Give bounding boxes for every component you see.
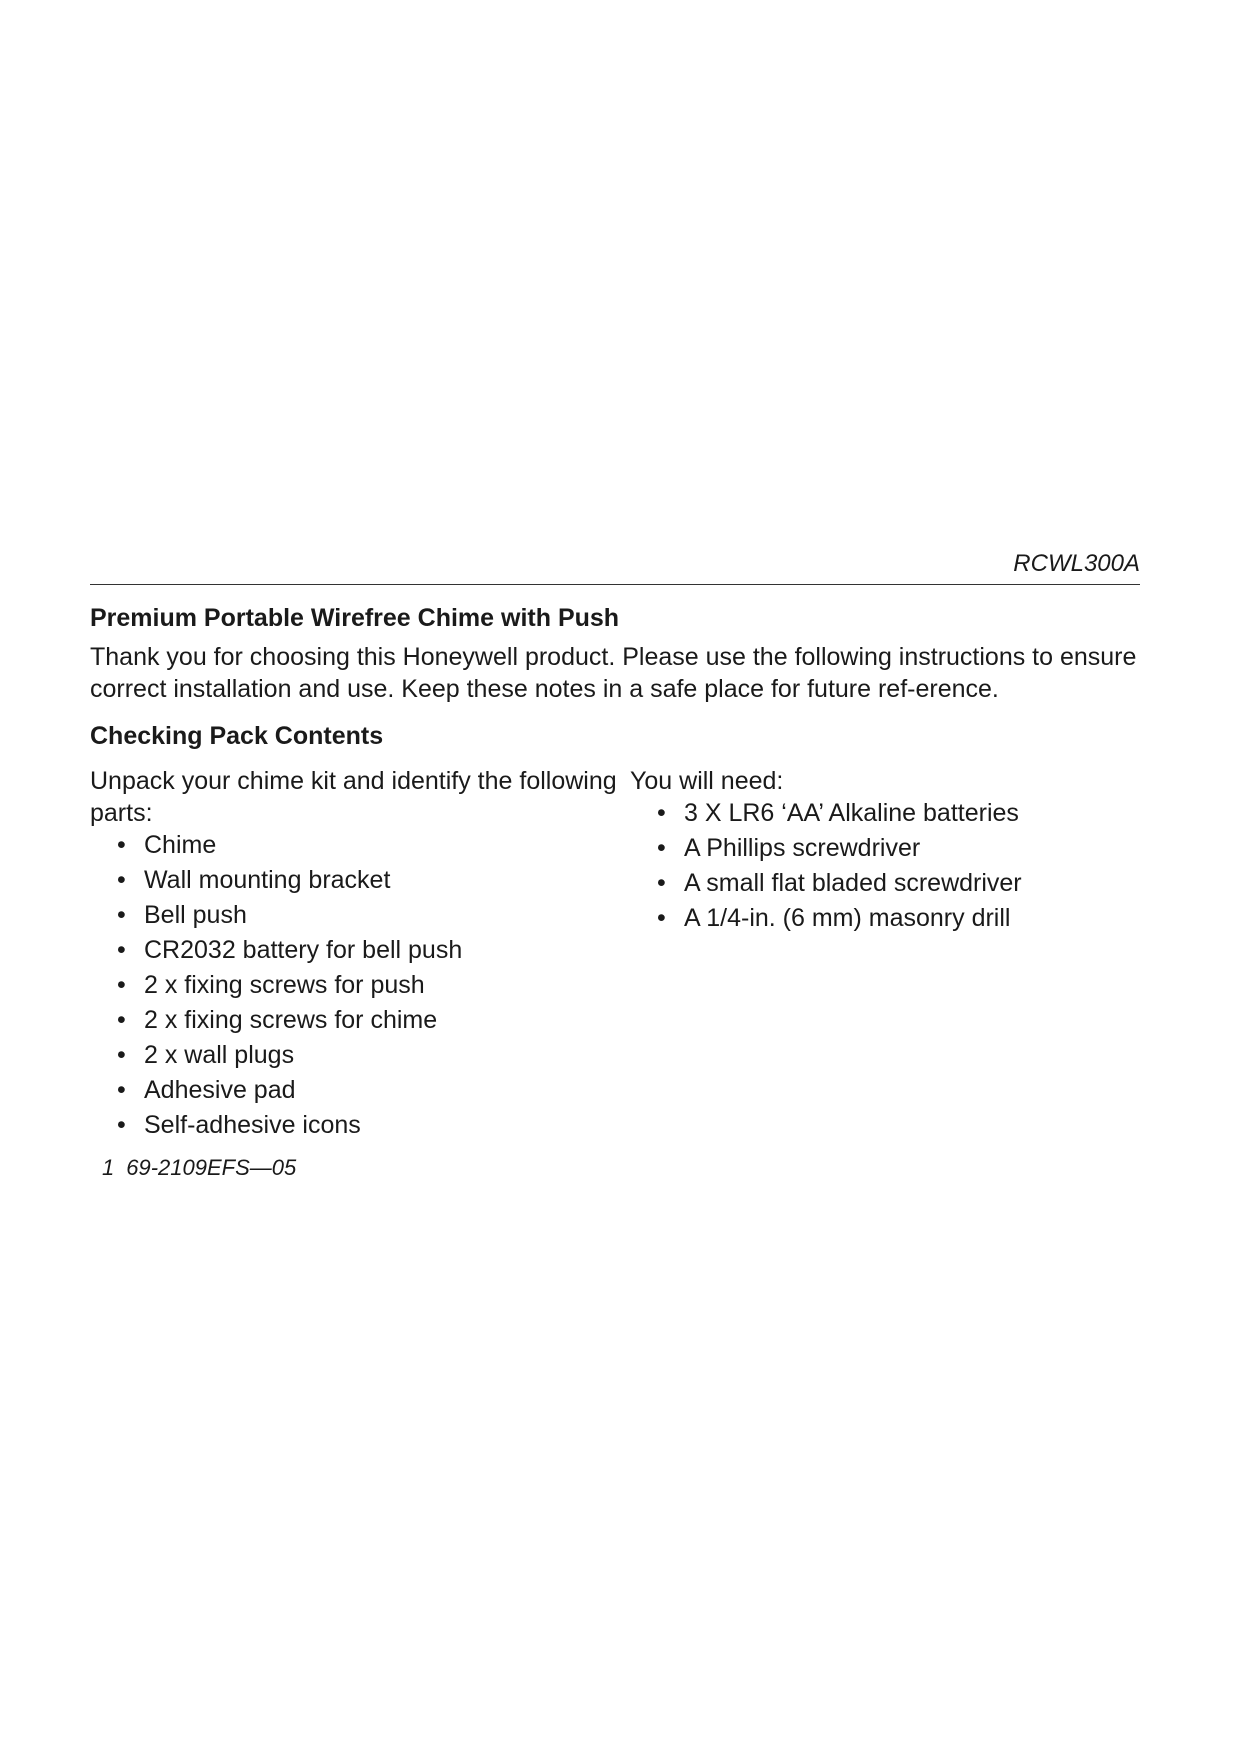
page-footer (90, 1154, 1140, 1182)
pack-contents-list (90, 829, 630, 1141)
list-item: • 2 x wall plugs (117, 1041, 295, 1069)
list-item: • 2 x fixing screws for chime (117, 1006, 438, 1034)
bullet-icon: • (657, 904, 666, 932)
list-item: • 3 X LR6 ‘AA’ Alkaline batteries (657, 799, 1019, 827)
bullet-icon: • (117, 1111, 126, 1139)
tools-needed-intro: You will need: (630, 767, 784, 795)
bullet-icon: • (657, 799, 666, 827)
pack-contents-column (90, 765, 630, 1144)
intro-paragraph: Thank you for choosing this Honeywell product. Please use the following instructions to ensure correct installation and use. Keep these notes in a safe place for future ref-erence. (90, 643, 1137, 703)
list-item: • Chime (117, 831, 217, 859)
bullet-icon: • (117, 901, 126, 929)
model-number: RCWL300A (1013, 550, 1140, 577)
list-item: • Adhesive pad (117, 1076, 296, 1104)
bullet-icon: • (117, 1076, 126, 1104)
bullet-icon: • (117, 971, 126, 999)
bullet-icon: • (117, 1006, 126, 1034)
list-item: • A Phillips screwdriver (657, 834, 921, 862)
header-rule (90, 584, 1140, 585)
tools-needed-column (630, 765, 1130, 1144)
list-item: • A 1/4-in. (6 mm) masonry drill (657, 904, 1011, 932)
pack-contents-intro: Unpack your chime kit and identify the following parts: (90, 767, 617, 827)
list-item: • Self-adhesive icons (117, 1111, 361, 1139)
document-page (90, 550, 1140, 1182)
list-item: • CR2032 battery for bell push (117, 936, 463, 964)
page-number: 1 (102, 1155, 115, 1180)
bullet-icon: • (117, 866, 126, 894)
document-code: 69-2109EFS—05 (126, 1155, 297, 1180)
list-item: • A small flat bladed screwdriver (657, 869, 1022, 897)
list-item: • Bell push (117, 901, 247, 929)
document-title: Premium Portable Wirefree Chime with Push (90, 604, 620, 632)
bullet-icon: • (117, 831, 126, 859)
list-item: • Wall mounting bracket (117, 866, 391, 894)
list-item: • 2 x fixing screws for push (117, 971, 425, 999)
contents-columns (90, 765, 1140, 1144)
section-heading: Checking Pack Contents (90, 722, 384, 750)
bullet-icon: • (117, 1041, 126, 1069)
bullet-icon: • (117, 936, 126, 964)
tools-needed-list (630, 797, 1130, 934)
bullet-icon: • (657, 834, 666, 862)
bullet-icon: • (657, 869, 666, 897)
